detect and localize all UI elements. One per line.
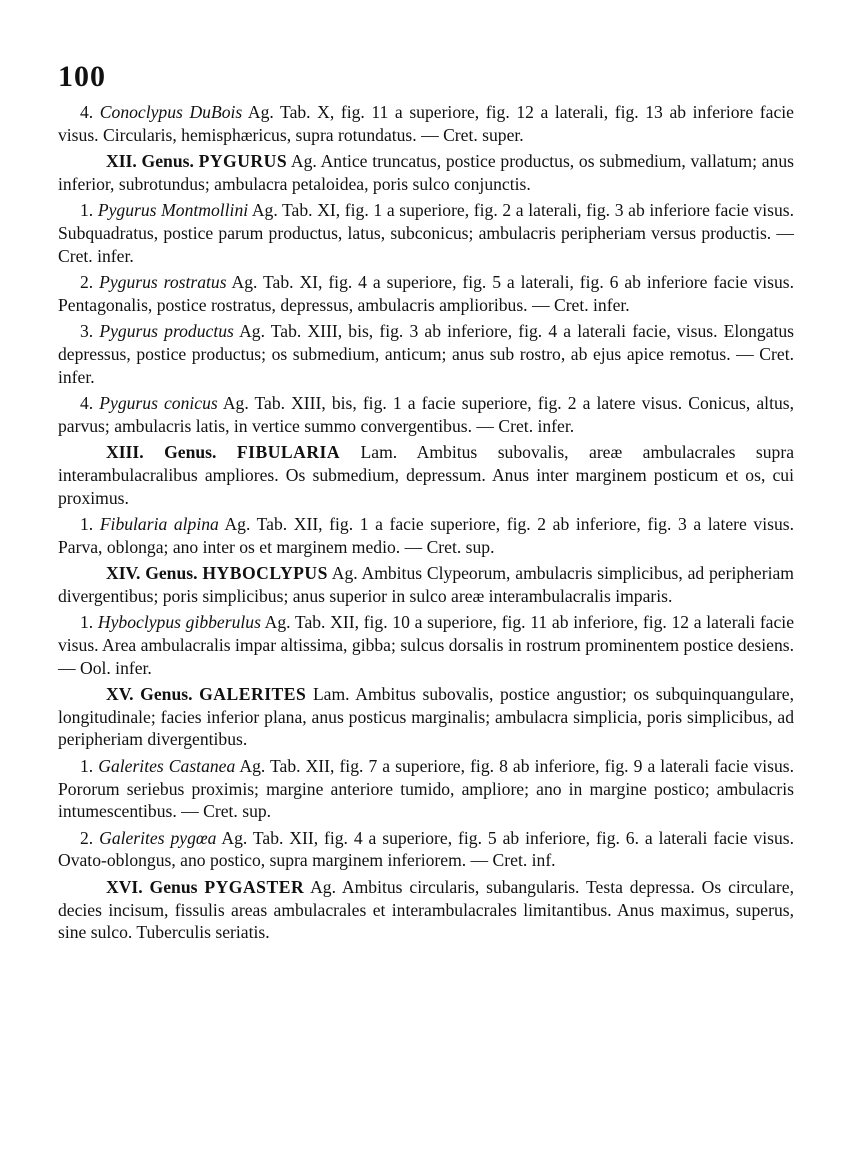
entry-number: 3. <box>80 321 94 342</box>
entry-text: Ag. Tab. XII, fig. 1 a facie superiore, fig. 2 ab inferiore, fig. 3 a latere visus. Parva, oblonga; ano inter os et marginem medio. — Cret. sup. <box>58 514 794 557</box>
species-name: Pygurus Montmollini <box>97 200 249 221</box>
species-entry <box>58 271 794 316</box>
genus-name: GALERITES <box>199 684 307 705</box>
genus-entry <box>58 150 794 195</box>
species-entry <box>58 199 794 267</box>
genus-name: PYGASTER <box>204 877 305 897</box>
entry-text: Ag. Tab. XII, fig. 4 a superiore, fig. 5 ab inferiore, fig. 6. a laterali facie visus. Ovato-oblongus, ano postico, supra marginem inferiorem. — Cret. inf. <box>58 827 794 871</box>
species-entry <box>58 101 794 146</box>
genus-number: XV. Genus. <box>106 684 193 705</box>
species-entry <box>58 755 794 823</box>
genus-entry <box>58 876 794 944</box>
genus-entry <box>58 683 794 751</box>
species-entry <box>58 827 794 872</box>
entry-text: Ag. Antice truncatus, postice productus, os submedium, vallatum; anus inferior, subrotundus; ambulacra petaloidea, poris sulco conjunctis. <box>58 151 794 194</box>
entry-number: 4. <box>80 393 94 414</box>
entry-text: Ag. Tab. XIII, bis, fig. 1 a facie superiore, fig. 2 a latere visus. Conicus, altus, parvus; ambulacris latis, in vertice summo convergentibus. — Cret. infer. <box>58 393 794 436</box>
genus-name: FIBULARIA <box>236 442 341 463</box>
species-entry <box>58 611 794 679</box>
species-name: Fibularia alpina <box>99 514 219 535</box>
species-entry <box>58 513 794 558</box>
entry-text: Ag. Tab. XII, fig. 10 a superiore, fig. 11 ab inferiore, fig. 12 a laterali facie visus. Area ambulacralis impar altissima, gibba; sulcus dorsalis in rostrum prominentem postice desiens. — Ool. infer. <box>58 612 794 678</box>
species-name: Galerites pygœa <box>99 827 217 848</box>
genus-entry <box>58 562 794 607</box>
entry-number: 1. <box>80 514 94 535</box>
entry-number: 2. <box>80 272 94 293</box>
entry-text: Ag. Tab. XIII, bis, fig. 3 ab inferiore, fig. 4 a laterali facie, visus. Elongatus depressus, postice productus; os submedium, anticum; anus sub rostro, ab ejus apice remotus. — Cret. infer. <box>58 321 794 387</box>
species-name: Galerites Castanea <box>98 756 236 777</box>
entry-text: Ag. Tab. XI, fig. 1 a superiore, fig. 2 a laterali, fig. 3 ab inferiore facie visus. Subquadratus, postice parum productus, latus, subconicus; ambulacris peripheriam versus productis. — Cret. infer. <box>58 200 794 266</box>
entry-number: 1. <box>80 200 94 221</box>
entry-number: 1. <box>80 612 94 633</box>
entry-text: Ag. Ambitus Clypeorum, ambulacris simplicibus, ad peripheriam divergentibus; poris simplicibus; anus superior in sulco areæ interambulacralis imparis. <box>58 563 794 606</box>
genus-number: XVI. Genus <box>106 877 198 897</box>
genus-number: XIV. Genus. <box>106 563 198 584</box>
genus-number: XII. Genus. <box>106 151 194 172</box>
species-name: Conoclypus DuBois <box>99 102 243 122</box>
entry-text: Lam. Ambitus subovalis, areæ ambulacrales supra interambulacralibus ampliores. Os submedium, depressum. Anus inter marginem posticum et os, cui proximus. <box>58 442 795 508</box>
entry-text: Ag. Tab. XII, fig. 7 a superiore, fig. 8 ab inferiore, fig. 9 a laterali facie visus. Pororum seriebus proximis; margine anteriore tumido, ampliore; ano in margine postico; ambulacris intumescentibus. — Cret. sup. <box>58 756 794 822</box>
species-name: Pygurus rostratus <box>99 272 227 293</box>
entry-text: Ag. Ambitus circularis, subangularis. Testa depressa. Os circulare, decies incisum, fissulis areas ambulacrales et interambulacrales limitantibus. Anus maximus, superus, sine sulco. Tuberculis seriatis. <box>58 877 794 943</box>
entry-number: 2. <box>80 827 94 848</box>
species-name: Hyboclypus gibberulus <box>97 612 261 633</box>
page-body <box>58 101 794 948</box>
entry-text: Ag. Tab. XI, fig. 4 a superiore, fig. 5 a laterali, fig. 6 ab inferiore facie visus. Pentagonalis, postice rostratus, depressus, ambulacris amplioribus. — Cret. infer. <box>58 272 794 315</box>
species-entry <box>58 392 794 437</box>
entry-text: Lam. Ambitus subovalis, postice angustior; os subquinquangulare, longitudinale; facies inferior plana, anus posticus marginalis; ambulacra simplicia, poris simplicibus, ad peripheriam divergentibus. <box>58 684 794 750</box>
entry-text: Ag. Tab. X, fig. 11 a superiore, fig. 12 a laterali, fig. 13 ab inferiore facie visus. Circularis, hemisphæricus, supra rotundatus. — Cret. super. <box>58 102 794 145</box>
genus-number: XIII. Genus. <box>106 442 217 463</box>
entry-number: 4. <box>80 102 94 122</box>
genus-name: HYBOCLYPUS <box>202 563 328 584</box>
species-name: Pygurus productus <box>99 321 234 342</box>
genus-name: PYGURUS <box>198 151 288 172</box>
genus-entry <box>58 441 794 509</box>
page-number: 100 <box>58 60 106 93</box>
species-name: Pygurus conicus <box>99 393 218 414</box>
entry-number: 1. <box>80 756 94 777</box>
species-entry <box>58 320 794 388</box>
